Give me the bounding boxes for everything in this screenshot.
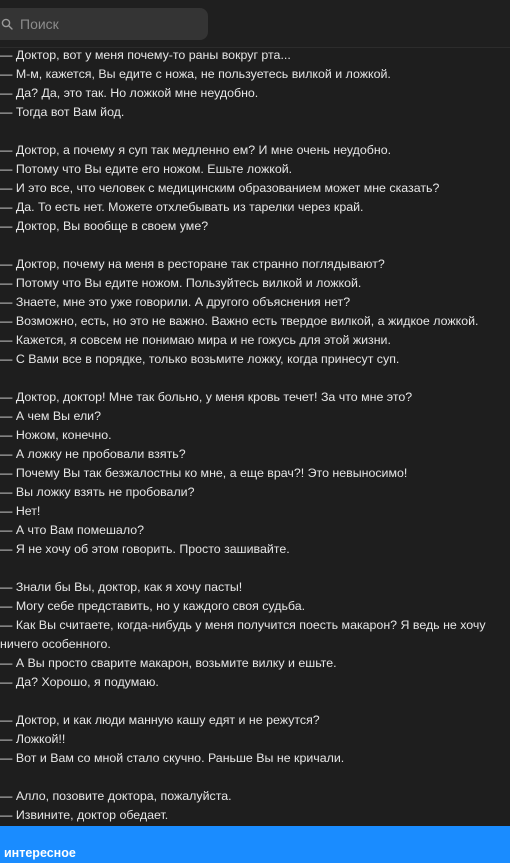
text-line: — Ножом, конечно. [0,428,112,442]
search-icon [0,17,14,31]
text-line: — Доктор, и как люди манную кашу едят и не режутся? [0,713,320,727]
text-line: — Ложкой!! [0,732,66,746]
text-line: — Потому что Вы едите ножом. Пользуйтесь вилкой и ложкой. [0,276,362,290]
blank-line [0,692,510,711]
text-line: — А что Вам помешало? [0,523,144,537]
text-line: — Доктор, Вы вообще в своем уме? [0,219,209,233]
search-box[interactable] [0,8,208,40]
text-line: — Знаете, мне это уже говорили. А другого объяснения нет? [0,295,351,309]
blank-line [0,768,510,787]
text-line: — С Вами все в порядке, только возьмите ложку, когда принесут суп. [0,352,400,366]
text-line: — Тогда вот Вам йод. [0,105,125,119]
text-line: — Возможно, есть, но это не важно. Важно есть твердое вилкой, а жидкое ложкой. [0,314,479,328]
text-line: — Доктор, почему на меня в ресторане так странно поглядывают? [0,257,385,271]
text-line: — Да? Да, это так. Но ложкой мне неудобно. [0,86,259,100]
text-line: — Вот и Вам со мной стало скучно. Раньше Вы не кричали. [0,751,345,765]
text-content [0,46,510,826]
footer-label: интересное [4,846,76,860]
footer-bar[interactable] [0,826,510,863]
text-line: — Потому что Вы едите его ножом. Ешьте ложкой. [0,162,293,176]
blank-line [0,122,510,141]
blank-line [0,236,510,255]
text-line: — А ложку не пробовали взять? [0,447,186,461]
blank-line [0,559,510,578]
text-line: — Алло, позовите доктора, пожалуйста. [0,789,232,803]
text-line: — Знали бы Вы, доктор, как я хочу пасты! [0,580,243,594]
text-line: — А чем Вы ели? [0,409,101,423]
text-line: — Да? Хорошо, я подумаю. [0,675,159,689]
text-line: — Доктор, а почему я суп так медленно ем? И мне очень неудобно. [0,143,392,157]
text-line: — Могу себе представить, но у каждого своя судьба. [0,599,306,613]
text-line: — Доктор, доктор! Мне так больно, у меня кровь течет! За что мне это? [0,390,413,404]
text-line: — А Вы просто сварите макарон, возьмите вилку и ешьте. [0,656,337,670]
text-line: — Извините, доктор обедает. [0,808,169,822]
text-line: — Нет! [0,504,41,518]
text-line: — Как Вы считаете, когда-нибудь у меня получится поесть макарон? Я ведь не хочу [0,618,486,632]
text-line: — Я не хочу об этом говорить. Просто зашивайте. [0,542,290,556]
text-line: — Доктор, вот у меня почему-то раны вокруг рта... [0,48,291,62]
text-line: — Почему Вы так безжалостны ко мне, а еще врач?! Это невыносимо! [0,466,408,480]
text-line: — Вы ложку взять не пробовали? [0,485,195,499]
text-line: — Да. То есть нет. Можете отхлебывать из тарелки через край. [0,200,364,214]
text-line: — М-м, кажется, Вы едите с ножа, не пользуетесь вилкой и ложкой. [0,67,391,81]
text-line: — И это все, что человек с медицинским образованием может мне сказать? [0,181,440,195]
blank-line [0,369,510,388]
text-line: — Кажется, я совсем не понимаю мира и не гожусь для этой жизни. [0,333,391,347]
search-input[interactable] [14,16,196,32]
header [0,0,510,48]
text-line: ничего особенного. [0,637,111,651]
